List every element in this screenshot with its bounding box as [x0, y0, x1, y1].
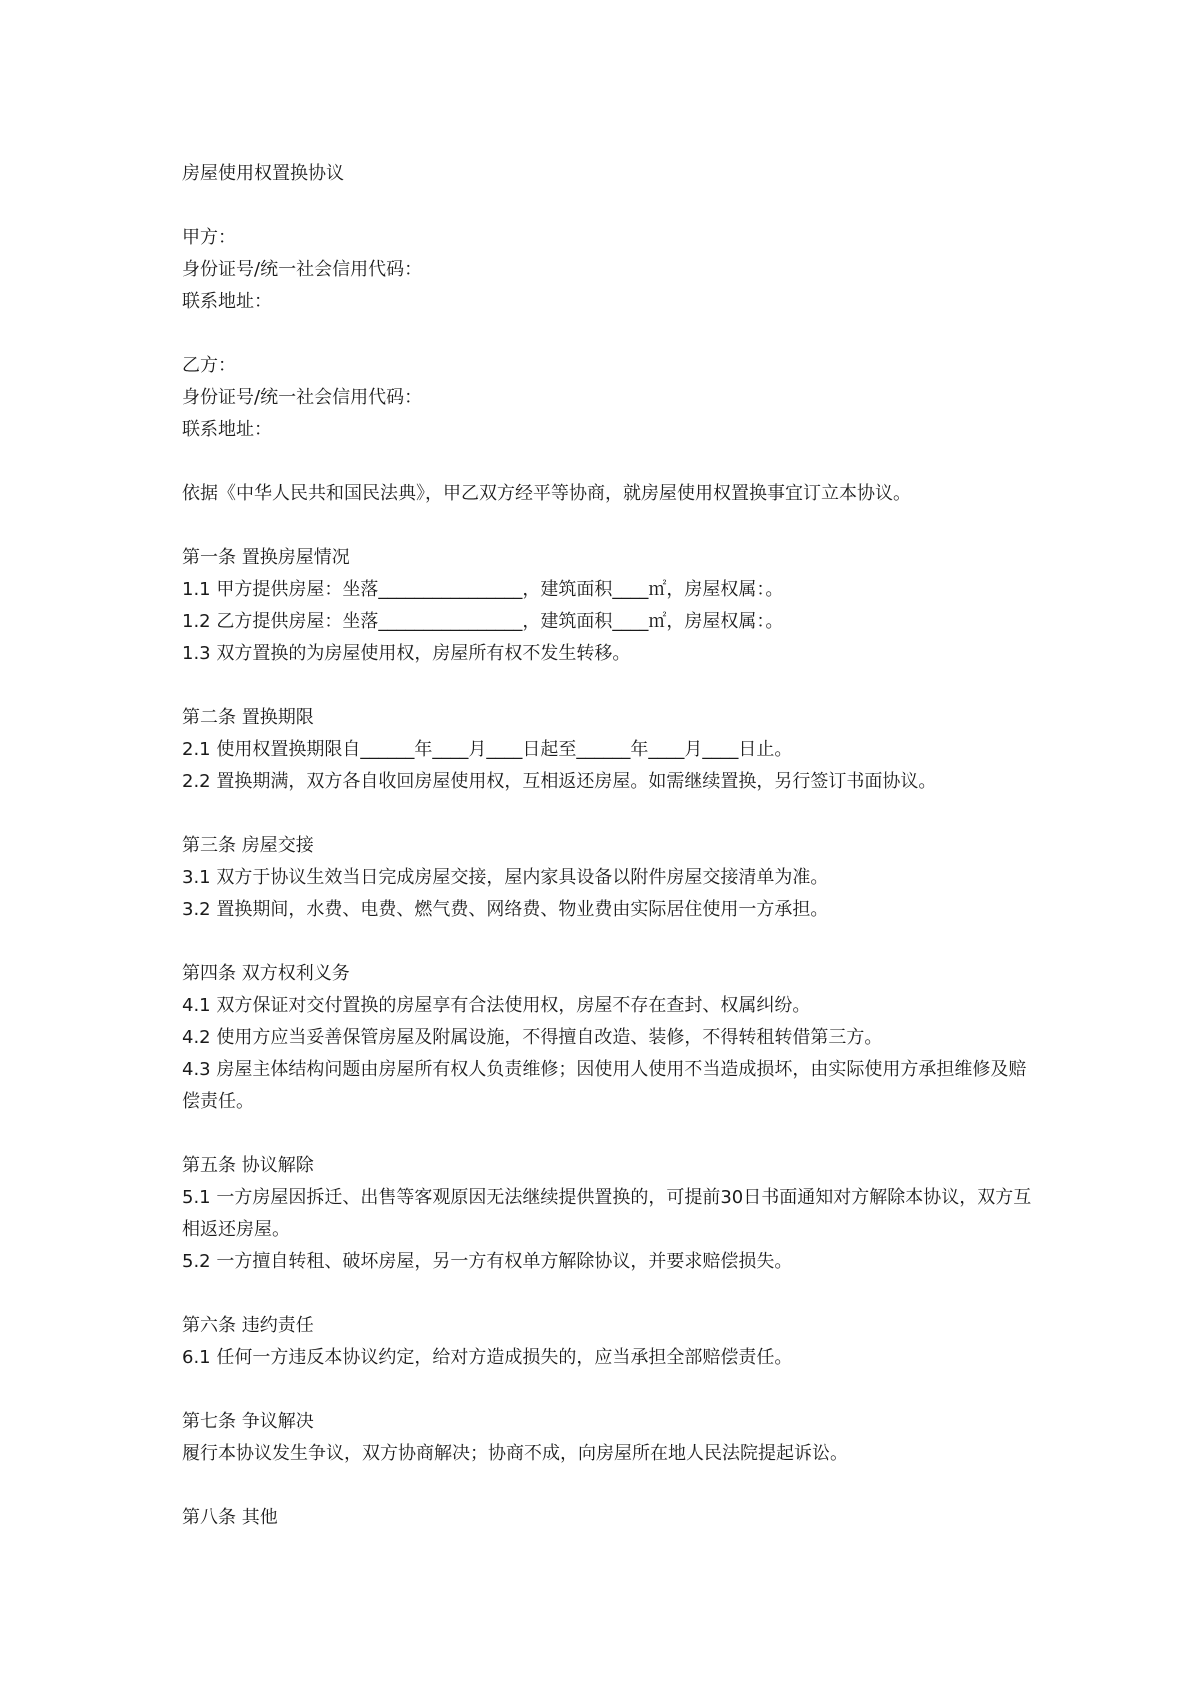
- clause-1-1: 1.1 甲方提供房屋：坐落________________，建筑面积____㎡，房屋权属：。: [182, 579, 784, 600]
- preamble: 依据《中华人民共和国民法典》，甲乙双方经平等协商，就房屋使用权置换事宜订立本协议。: [182, 483, 911, 504]
- party-a-id-label: 身份证号/统一社会信用代码：: [182, 259, 423, 280]
- party-b-id-label: 身份证号/统一社会信用代码：: [182, 387, 423, 408]
- clause-7-1: 履行本协议发生争议，双方协商解决；协商不成，向房屋所在地人民法院提起诉讼。: [182, 1443, 848, 1464]
- spacer: [182, 1118, 1042, 1150]
- spacer: [182, 798, 1042, 830]
- article-2-heading: 第二条 置换期限: [182, 707, 314, 728]
- article-7-heading: 第七条 争议解决: [182, 1411, 314, 1432]
- document-title: 房屋使用权置换协议: [182, 163, 344, 184]
- party-b-label: 乙方：: [182, 355, 236, 376]
- party-b-address-label: 联系地址：: [182, 419, 272, 440]
- clause-4-2: 4.2 使用方应当妥善保管房屋及附属设施，不得擅自改造、装修，不得转租转借第三方。: [182, 1027, 883, 1048]
- clause-3-2: 3.2 置换期间，水费、电费、燃气费、网络费、物业费由实际居住使用一方承担。: [182, 899, 829, 920]
- article-6-heading: 第六条 违约责任: [182, 1315, 314, 1336]
- article-3-heading: 第三条 房屋交接: [182, 835, 314, 856]
- clause-2-2: 2.2 置换期满，双方各自收回房屋使用权，互相返还房屋。如需继续置换，另行签订书面协议。: [182, 771, 937, 792]
- spacer: [182, 1470, 1042, 1502]
- article-1-heading: 第一条 置换房屋情况: [182, 547, 350, 568]
- spacer: [182, 318, 1042, 350]
- clause-1-3: 1.3 双方置换的为房屋使用权，房屋所有权不发生转移。: [182, 643, 631, 664]
- clause-3-1: 3.1 双方于协议生效当日完成房屋交接，屋内家具设备以附件房屋交接清单为准。: [182, 867, 829, 888]
- spacer: [182, 1374, 1042, 1406]
- article-5-heading: 第五条 协议解除: [182, 1155, 314, 1176]
- document-body: [182, 158, 1042, 1534]
- clause-4-3: 4.3 房屋主体结构问题由房屋所有权人负责维修；因使用人使用不当造成损坏，由实际使用方承担维修及赔偿责任。: [182, 1059, 1027, 1112]
- clause-5-1: 5.1 一方房屋因拆迁、出售等客观原因无法继续提供置换的，可提前30日书面通知对方解除本协议，双方互相返还房屋。: [182, 1187, 1032, 1240]
- clause-5-2: 5.2 一方擅自转租、破坏房屋，另一方有权单方解除协议，并要求赔偿损失。: [182, 1251, 793, 1272]
- clause-1-2: 1.2 乙方提供房屋：坐落________________，建筑面积____㎡，房屋权属：。: [182, 611, 784, 632]
- spacer: [182, 190, 1042, 222]
- spacer: [182, 1278, 1042, 1310]
- party-a-address-label: 联系地址：: [182, 291, 272, 312]
- party-a-label: 甲方：: [182, 227, 236, 248]
- article-4-heading: 第四条 双方权利义务: [182, 963, 350, 984]
- spacer: [182, 446, 1042, 478]
- clause-2-1: 2.1 使用权置换期限自______年____月____日起至______年____月____日止。: [182, 739, 793, 760]
- spacer: [182, 670, 1042, 702]
- clause-4-1: 4.1 双方保证对交付置换的房屋享有合法使用权，房屋不存在查封、权属纠纷。: [182, 995, 811, 1016]
- article-8-heading: 第八条 其他: [182, 1507, 278, 1528]
- clause-6-1: 6.1 任何一方违反本协议约定，给对方造成损失的，应当承担全部赔偿责任。: [182, 1347, 793, 1368]
- spacer: [182, 510, 1042, 542]
- spacer: [182, 926, 1042, 958]
